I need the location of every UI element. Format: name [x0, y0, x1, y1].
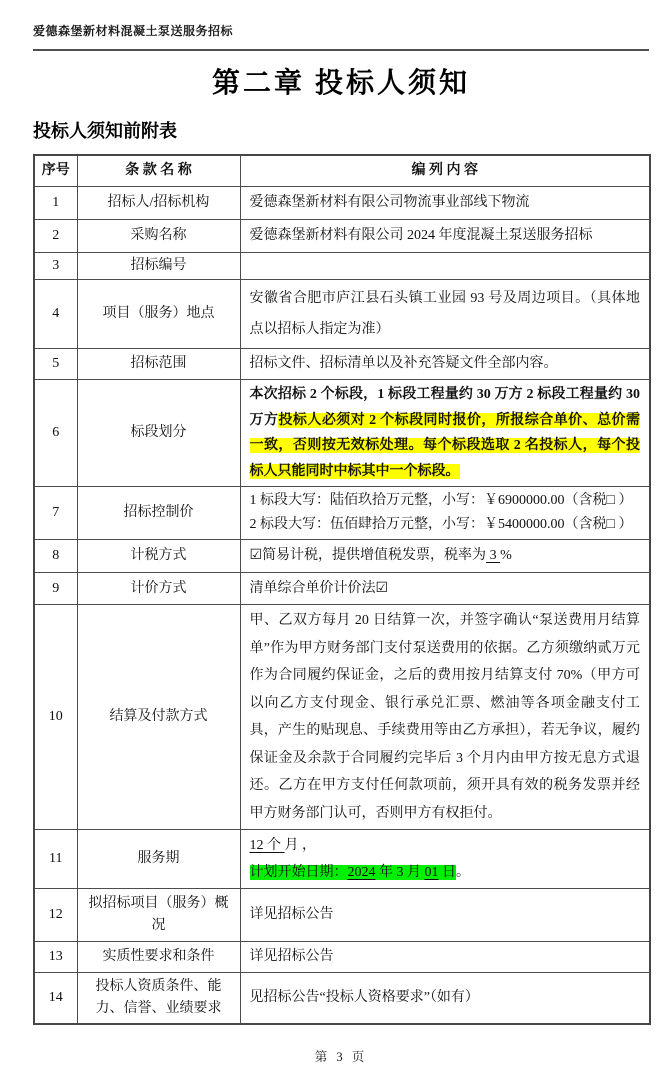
- row-num: 6: [34, 380, 77, 487]
- row-content: 甲、乙双方每月 20 日结算一次，并签字确认“泵送费用月结算单”作为甲方财务部门支付泵送费用的依据。乙方须缴纳贰万元作为合同履约保证金，之后的费用按月结算支付 70%（甲方可以向乙方支付现金、银行承兑汇票、燃油等各项金融支付工具，产生的贴现息、手续费用等由乙方承担），若无争议，履约保证金及余款于合同履约完毕后 3 个月内由甲方按无息方式退还。乙方在甲方支付任何款项前，须开具有效的税务发票并经甲方财务部门认可，否则甲方有权拒付。: [240, 605, 650, 830]
- bid-conditions-table: [33, 154, 651, 1025]
- row-content-empty: [240, 253, 650, 280]
- row-label: 招标控制价: [77, 487, 240, 540]
- checked-checkbox-icon: ☑: [249, 548, 263, 564]
- table-row-11: [34, 830, 650, 889]
- row-label: 标段划分: [77, 380, 240, 487]
- start-date-suffix: 日: [438, 865, 456, 880]
- row-label: 招标编号: [77, 253, 240, 280]
- row-label: 计税方式: [77, 540, 240, 573]
- table-row-10: [34, 605, 650, 830]
- table-row-4: [34, 280, 650, 349]
- row-label: 项目（服务）地点: [77, 280, 240, 349]
- table-row-14: [34, 973, 650, 1025]
- row-label: 拟招标项目（服务）概况: [77, 889, 240, 942]
- header-cell-content: 编 列 内 容: [240, 155, 650, 187]
- service-duration-line: [250, 832, 641, 859]
- period-mark: 。: [456, 865, 470, 880]
- row-num: 9: [34, 573, 77, 605]
- row-label: 计价方式: [77, 573, 240, 605]
- row-content: [240, 380, 650, 487]
- table-row-2: [34, 220, 650, 253]
- pricing-method-text: 清单综合单价计价法: [249, 580, 376, 596]
- start-date-label: 计划开始日期：: [249, 865, 348, 880]
- start-date-day: 01: [424, 865, 439, 880]
- row-content: 招标文件、招标清单以及补充答疑文件全部内容。: [240, 349, 650, 380]
- table-row-13: [34, 942, 650, 973]
- start-date-mid: 年 3 月: [375, 865, 425, 880]
- row-label: 投标人资质条件、能力、信誉、业绩要求: [77, 973, 240, 1025]
- tax-method-text: 简易计税，提供增值税发票，税率为: [262, 548, 487, 564]
- row-num: 3: [34, 253, 77, 280]
- row-content: 见招标公告“投标人资格要求”（如有）: [240, 973, 650, 1025]
- row-content: 爱德森堡新材料有限公司物流事业部线下物流: [240, 187, 650, 220]
- table-caption: 投标人须知前附表: [33, 121, 177, 141]
- service-duration-value: 12 个: [249, 838, 285, 853]
- tax-rate-value: 3: [486, 548, 501, 564]
- checked-checkbox-icon: ☑: [375, 580, 389, 596]
- document-running-header: 爱德森堡新材料混凝土泵送服务招标: [33, 24, 234, 38]
- row-content: [240, 573, 650, 605]
- row-num: 4: [34, 280, 77, 349]
- row-num: 12: [34, 889, 77, 942]
- header-cell-clause: 条 款 名 称: [77, 155, 240, 187]
- table-row-3: [34, 253, 650, 280]
- row-num: 7: [34, 487, 77, 540]
- planned-start-date-line: [250, 859, 641, 886]
- row-content: 详见招标公告: [240, 889, 650, 942]
- table-header-row: [34, 155, 650, 187]
- row-content: 详见招标公告: [240, 942, 650, 973]
- row-label: 采购名称: [77, 220, 240, 253]
- table-row-6: [34, 380, 650, 487]
- chapter-title: 第二章 投标人须知: [211, 68, 470, 99]
- table-row-1: [34, 187, 650, 220]
- section-division-highlighted-text: 投标人必须对 2 个标段同时报价，所报综合单价、总价需一致，否则按无效标处理。每个标段选取 2 名投标人，每个投标人只能同时中标其中一个标段。: [249, 412, 641, 479]
- row-content: [240, 830, 650, 889]
- table-row-9: [34, 573, 650, 605]
- row-num: 10: [34, 605, 77, 830]
- row-num: 14: [34, 973, 77, 1025]
- row-num: 11: [34, 830, 77, 889]
- section-division-plain-text: 本次招标 2 个标段，1 标段工程量约 30 万方 2 标段工程量约 30 万方: [249, 387, 640, 428]
- start-date-year: 2024: [347, 865, 376, 880]
- control-price-line-1: 1 标段大写：陆佰玖拾万元整，小写：￥6900000.00（含税□ ）: [249, 493, 633, 508]
- table-row-12: [34, 889, 650, 942]
- row-label: 结算及付款方式: [77, 605, 240, 830]
- row-label: 招标人/招标机构: [77, 187, 240, 220]
- row-content: 安徽省合肥市庐江县石头镇工业园 93 号及周边项目。（具体地点以招标人指定为准）: [240, 280, 650, 349]
- row-num: 8: [34, 540, 77, 573]
- table-row-5: [34, 349, 650, 380]
- percent-sign: %: [500, 548, 512, 564]
- row-num: 2: [34, 220, 77, 253]
- row-num: 13: [34, 942, 77, 973]
- planned-start-date-highlight: [250, 865, 457, 880]
- header-cell-num: 序号: [34, 155, 77, 187]
- row-num: 1: [34, 187, 77, 220]
- table-row-8: [34, 540, 650, 573]
- row-label: 实质性要求和条件: [77, 942, 240, 973]
- row-content: 爱德森堡新材料有限公司 2024 年度混凝土泵送服务招标: [240, 220, 650, 253]
- row-num: 5: [34, 349, 77, 380]
- service-duration-unit: 月 ，: [284, 838, 316, 853]
- page-number: 第 3 页: [314, 1050, 368, 1064]
- row-content: [240, 487, 650, 540]
- row-content: [240, 540, 650, 573]
- control-price-line-2: 2 标段大写：伍佰肆拾万元整，小写：￥5400000.00（含税□ ）: [249, 517, 633, 532]
- row-label: 服务期: [77, 830, 240, 889]
- table-row-7: [34, 487, 650, 540]
- row-label: 招标范围: [77, 349, 240, 380]
- header-divider: [33, 49, 649, 51]
